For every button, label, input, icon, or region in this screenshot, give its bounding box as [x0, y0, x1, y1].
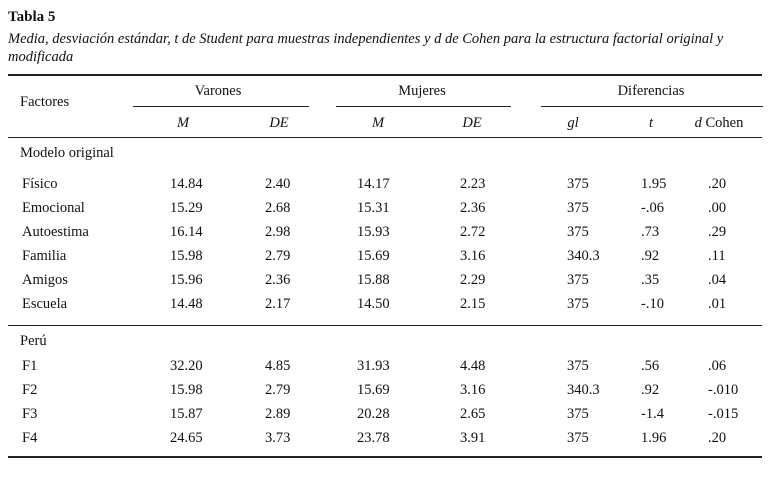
cell-gl: 375 — [567, 358, 589, 374]
cell-m-varones: 32.20 — [170, 358, 203, 374]
table-caption: Media, desviación estándar, t de Student para muestras independientes y d de Cohen para la estructura factorial original y modificada — [8, 31, 724, 65]
cell-de-mujeres: 4.48 — [460, 358, 486, 374]
header-factores: Factores — [20, 94, 70, 110]
row-label: F1 — [22, 358, 38, 374]
cell-d: -.010 — [708, 382, 739, 398]
row-label: F4 — [22, 430, 38, 446]
cell-gl: 375 — [567, 200, 589, 216]
cell-de-mujeres: 2.72 — [460, 224, 486, 240]
section-label: Perú — [20, 333, 47, 349]
cell-m-mujeres: 15.88 — [357, 272, 390, 288]
cell-m-mujeres: 15.93 — [357, 224, 390, 240]
cell-gl: 375 — [567, 224, 589, 240]
header-m-varones: M — [176, 115, 190, 131]
cell-de-mujeres: 3.91 — [460, 430, 486, 446]
cell-m-varones: 14.84 — [170, 176, 203, 192]
cell-t: -.10 — [641, 296, 664, 312]
cell-d: .01 — [708, 296, 727, 312]
cell-m-mujeres: 31.93 — [357, 358, 390, 374]
row-label: F2 — [22, 382, 38, 398]
diferencias-underline — [541, 106, 763, 107]
cell-de-varones: 2.68 — [265, 200, 291, 216]
cell-de-varones: 4.85 — [265, 358, 291, 374]
cell-d: .20 — [708, 176, 727, 192]
cell-t: 1.95 — [641, 176, 667, 192]
header-gl: gl — [567, 115, 579, 131]
cell-de-mujeres: 3.16 — [460, 382, 486, 398]
top-rule — [8, 74, 762, 76]
cell-gl: 340.3 — [567, 382, 600, 398]
cell-d: -.015 — [708, 406, 739, 422]
cell-t: .56 — [641, 358, 660, 374]
cell-d: .11 — [708, 248, 726, 264]
cell-de-varones: 2.79 — [265, 382, 291, 398]
cell-de-varones: 2.89 — [265, 406, 291, 422]
cell-de-mujeres: 2.36 — [460, 200, 486, 216]
cell-m-varones: 15.29 — [170, 200, 203, 216]
cell-m-mujeres: 15.69 — [357, 248, 390, 264]
cell-d: .04 — [708, 272, 727, 288]
cell-de-varones: 2.79 — [265, 248, 291, 264]
cell-d: .20 — [708, 430, 727, 446]
row-label: Autoestima — [22, 224, 89, 240]
cell-gl: 375 — [567, 430, 589, 446]
header-d-cohen — [695, 115, 744, 132]
row-label: Emocional — [22, 200, 85, 216]
header-diferencias: Diferencias — [617, 83, 685, 99]
mujeres-underline — [336, 106, 511, 107]
row-label: Familia — [22, 248, 67, 264]
header-bottom-rule — [8, 137, 762, 138]
header-d-letter: d — [694, 115, 702, 131]
cell-t: .92 — [641, 382, 660, 398]
cell-m-varones: 14.48 — [170, 296, 203, 312]
header-m-mujeres: M — [371, 115, 385, 131]
row-label: Físico — [22, 176, 58, 192]
cell-d: .29 — [708, 224, 727, 240]
cell-t: .92 — [641, 248, 660, 264]
header-t: t — [648, 115, 654, 131]
cell-de-varones: 3.73 — [265, 430, 291, 446]
cell-m-varones: 15.98 — [170, 382, 203, 398]
row-label: F3 — [22, 406, 38, 422]
table-title: Tabla 5 — [8, 9, 56, 25]
cell-m-mujeres: 15.31 — [357, 200, 390, 216]
header-varones: Varones — [194, 83, 242, 99]
cell-t: -1.4 — [641, 406, 664, 422]
section-divider — [8, 325, 762, 326]
cell-d: .06 — [708, 358, 727, 374]
cell-de-mujeres: 2.65 — [460, 406, 486, 422]
cell-t: .73 — [641, 224, 660, 240]
cell-de-mujeres: 2.23 — [460, 176, 486, 192]
cell-de-varones: 2.17 — [265, 296, 291, 312]
cell-m-varones: 15.96 — [170, 272, 203, 288]
header-cohen-text: Cohen — [701, 115, 744, 131]
row-label: Amigos — [22, 272, 68, 288]
header-de-varones: DE — [269, 115, 289, 131]
cell-t: -.06 — [641, 200, 664, 216]
cell-de-mujeres: 2.15 — [460, 296, 486, 312]
bottom-rule — [8, 456, 762, 458]
cell-t: .35 — [641, 272, 660, 288]
cell-m-varones: 16.14 — [170, 224, 203, 240]
cell-m-varones: 15.98 — [170, 248, 203, 264]
varones-underline — [133, 106, 309, 107]
cell-gl: 375 — [567, 406, 589, 422]
cell-gl: 375 — [567, 176, 589, 192]
cell-t: 1.96 — [641, 430, 667, 446]
cell-m-varones: 24.65 — [170, 430, 203, 446]
cell-gl: 375 — [567, 296, 589, 312]
cell-m-mujeres: 23.78 — [357, 430, 390, 446]
cell-de-mujeres: 2.29 — [460, 272, 486, 288]
cell-de-varones: 2.36 — [265, 272, 291, 288]
row-label: Escuela — [22, 296, 68, 312]
header-de-mujeres: DE — [462, 115, 482, 131]
cell-m-mujeres: 20.28 — [357, 406, 390, 422]
cell-de-mujeres: 3.16 — [460, 248, 486, 264]
cell-m-mujeres: 15.69 — [357, 382, 390, 398]
cell-m-mujeres: 14.50 — [357, 296, 390, 312]
cell-m-mujeres: 14.17 — [357, 176, 390, 192]
cell-de-varones: 2.98 — [265, 224, 291, 240]
cell-d: .00 — [708, 200, 727, 216]
cell-m-varones: 15.87 — [170, 406, 203, 422]
section-label: Modelo original — [20, 145, 114, 161]
header-mujeres: Mujeres — [398, 83, 446, 99]
cell-de-varones: 2.40 — [265, 176, 291, 192]
cell-gl: 375 — [567, 272, 589, 288]
cell-gl: 340.3 — [567, 248, 600, 264]
